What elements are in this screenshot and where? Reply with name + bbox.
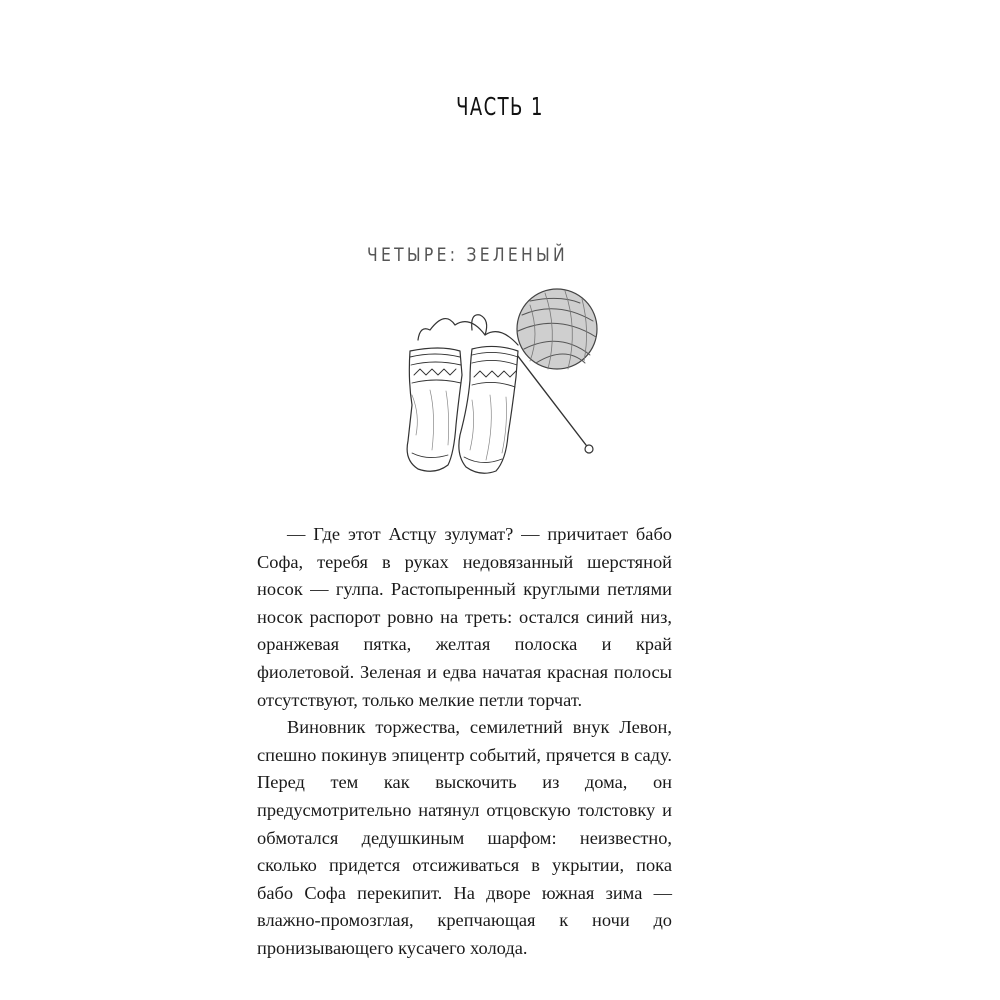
part-title: ЧАСТЬ 1 xyxy=(456,92,544,121)
chapter-title: ЧЕТЫРЕ: ЗЕЛЕНЫЙ xyxy=(367,244,568,266)
paragraph: Виновник торжества, семилетний внук Левон, спешно покинув эпицентр событий, прячется в саду. Перед тем как выскочить из дома, он предусмотрительно натянул отцовскую толстовку и обмотался дедушкиным шарфом: неизвестно, сколько придется отсиживаться в укрытии, пока бабо Софа перекипит. На дворе южная зима — влажно-промозглая, крепчающая к ночи до пронизывающего кусачего холода. xyxy=(257,717,672,958)
socks-and-yarn-icon xyxy=(390,285,610,485)
paragraph: — Где этот Астцу зулумат? — причитает бабо Софа, теребя в руках недовязанный шерстяной носок — гулпа. Растопыренный круглыми петлями носок распорот ровно на треть: остался синий низ, оранжевая пятка, желтая полоска и край фиолетовой. Зеленая и едва начатая красная полосы отсутствуют, только мелкие петли торчат. xyxy=(257,524,672,710)
body-text xyxy=(257,521,672,963)
